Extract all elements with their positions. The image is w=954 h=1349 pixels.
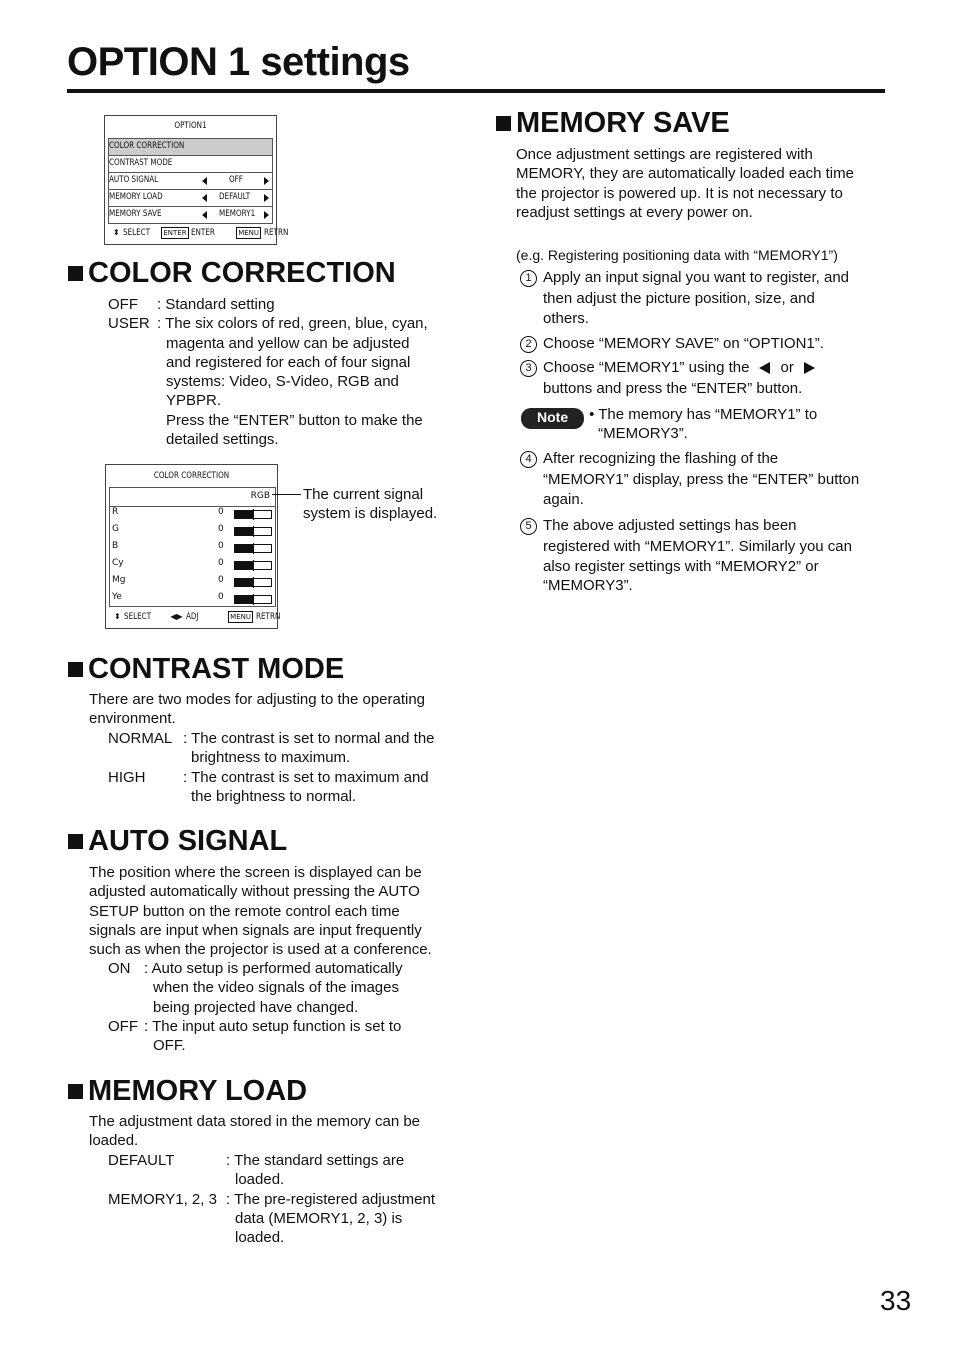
step-4 — [520, 449, 890, 509]
cc-row-label: Ye — [112, 592, 122, 602]
desc-line: systems: Video, S-Video, RGB and — [166, 373, 399, 391]
arrow-left-icon — [202, 194, 207, 202]
cc-level-bar — [234, 544, 272, 553]
callout-line — [272, 494, 301, 495]
heading-auto-signal — [68, 825, 287, 858]
cc-level-fill — [235, 511, 253, 518]
desc-line: : The pre-registered adjustment — [226, 1190, 435, 1208]
text-line: Once adjustment settings are registered with — [516, 146, 813, 163]
square-bullet-icon — [68, 266, 83, 281]
step-3 — [520, 358, 890, 399]
option-desc — [183, 768, 468, 807]
footer-adj: ADJ — [185, 612, 199, 622]
footer-enter: ENTER — [191, 228, 216, 238]
step-text — [543, 449, 890, 509]
arrow-right-icon — [264, 211, 269, 219]
menu-row-label: CONTRAST MODE — [109, 158, 173, 168]
menu-row-label: MEMORY SAVE — [109, 209, 162, 219]
title-rule — [67, 89, 885, 93]
desc-line: : Auto setup is performed automatically — [144, 960, 403, 977]
heading-text: CONTRAST MODE — [88, 653, 345, 685]
option-key: DEFAULT — [108, 1152, 175, 1169]
step-text — [543, 358, 890, 399]
text-line: signals are input when signals are input frequently — [89, 921, 422, 939]
auto-signal-intro — [89, 863, 432, 959]
desc-line: : The six colors of red, green, blue, cyan, — [157, 315, 428, 333]
text-line: adjusted automatically without pressing the AUTO — [89, 883, 420, 901]
cc-level-fill — [235, 545, 253, 552]
text-line: readjust settings at every power on. — [516, 203, 753, 221]
step-line: buttons and press the “ENTER” button. — [543, 380, 803, 398]
step-line: “MEMORY1” display, press the “ENTER” button — [543, 471, 860, 489]
menu-key-icon: MENU — [238, 229, 260, 237]
desc-line: : The contrast is set to maximum and — [183, 768, 429, 786]
cc-row-value: 0 — [218, 507, 224, 517]
cc-row-label: Mg — [112, 575, 126, 585]
step-number-icon: 5 — [520, 518, 537, 535]
footer-select: SELECT — [122, 228, 150, 238]
option-user — [108, 314, 458, 449]
desc-line: brightness to maximum. — [191, 749, 351, 767]
enter-key-icon: ENTER — [163, 229, 187, 237]
option1-menu-footer — [113, 227, 294, 239]
text-line: The position where the screen is displayed can be — [89, 864, 422, 881]
cc-row-value: 0 — [218, 575, 224, 585]
right-arrow-icon — [804, 362, 815, 374]
heading-text: AUTO SIGNAL — [88, 825, 288, 857]
step-or: or — [780, 359, 794, 376]
cc-level-center — [253, 594, 254, 605]
cc-level-fill — [235, 579, 253, 586]
cc-row-value: 0 — [218, 558, 224, 568]
menu-row-value: DEFAULT — [219, 192, 251, 202]
square-bullet-icon — [68, 834, 83, 849]
note-text — [589, 405, 817, 444]
menu-key-icon: MENU — [230, 613, 251, 621]
desc-line: data (MEMORY1, 2, 3) is — [235, 1209, 403, 1227]
option-key: HIGH — [108, 768, 146, 786]
desc-line: YPBPR. — [166, 392, 222, 410]
cc-row-value: 0 — [218, 592, 224, 602]
cc-level-center — [253, 577, 254, 588]
callout-text — [303, 485, 437, 524]
cc-row-label: R — [112, 507, 119, 517]
option-off — [108, 1017, 448, 1056]
option-off — [108, 295, 458, 314]
text-line: loaded. — [89, 1132, 139, 1150]
step-line: again. — [543, 490, 584, 508]
option-high — [108, 768, 468, 807]
cc-menu-caption: COLOR CORRECTION — [153, 471, 230, 481]
desc-line: detailed settings. — [166, 431, 279, 449]
heading-color-correction — [68, 257, 396, 290]
cc-row-value: 0 — [218, 541, 224, 551]
option-desc — [183, 729, 468, 768]
option-on — [108, 959, 448, 1017]
option-desc — [144, 959, 448, 1017]
desc-line: and registered for each of four signal — [166, 353, 411, 371]
menu-row-color-correction — [108, 138, 273, 156]
desc-line: : The input auto setup function is set to — [144, 1017, 402, 1035]
desc-line: the brightness to normal. — [191, 787, 357, 805]
menu-row-label: COLOR CORRECTION — [109, 141, 185, 151]
step-text — [543, 516, 890, 595]
menu-row-contrast-mode — [108, 155, 273, 173]
text-line: The adjustment data stored in the memory can be — [89, 1113, 421, 1130]
menu-row-value: OFF — [229, 175, 243, 185]
step-line: The above adjusted settings has been — [543, 517, 797, 534]
cc-level-bar — [234, 510, 272, 519]
heading-text: MEMORY SAVE — [516, 107, 730, 139]
option-desc — [226, 1151, 458, 1190]
step-2 — [520, 334, 890, 353]
heading-text: COLOR CORRECTION — [88, 257, 396, 289]
step-1 — [520, 268, 890, 328]
step-number-icon: 4 — [520, 451, 537, 468]
cc-level-bar — [234, 527, 272, 536]
step-text — [543, 268, 890, 328]
cc-level-center — [253, 509, 254, 520]
desc-line: OFF. — [153, 1037, 186, 1055]
auto-signal-options — [108, 959, 448, 1055]
arrow-left-icon — [202, 177, 207, 185]
desc-line: being projected have changed. — [153, 998, 359, 1016]
square-bullet-icon — [68, 1084, 83, 1099]
text-line: MEMORY, they are automatically loaded each time — [516, 165, 854, 183]
menu-row-label: MEMORY LOAD — [109, 192, 163, 202]
step-line: Apply an input signal you want to register, and — [543, 269, 850, 286]
text-line: the projector is powered up. It is not necessary to — [516, 184, 843, 202]
menu-row-label: AUTO SIGNAL — [109, 175, 159, 185]
desc-line: loaded. — [235, 1171, 285, 1189]
footer-return: RETRN — [255, 612, 281, 622]
desc-line: magenta and yellow can be adjusted — [166, 334, 410, 352]
step-number-icon: 3 — [520, 360, 537, 377]
text-line: SETUP button on the remote control each time — [89, 902, 400, 920]
square-bullet-icon — [496, 116, 511, 131]
left-arrow-icon — [759, 362, 770, 374]
text-line: There are two modes for adjusting to the operating — [89, 691, 426, 708]
step-text: Choose “MEMORY SAVE” on “OPTION1”. — [543, 335, 824, 352]
menu-row-memory-load — [108, 189, 273, 207]
callout-line-text: The current signal — [303, 486, 424, 503]
heading-memory-save — [496, 107, 730, 140]
desc-line: : The standard settings are — [226, 1152, 405, 1169]
desc-line: loaded. — [235, 1229, 285, 1247]
memory-save-intro — [516, 145, 854, 222]
note-badge: Note — [521, 408, 584, 429]
page-number: 33 — [880, 1285, 912, 1316]
option-desc — [226, 1190, 458, 1248]
option-desc — [157, 314, 458, 449]
step-line: others. — [543, 309, 589, 327]
arrow-right-icon — [264, 194, 269, 202]
step-number-icon: 1 — [520, 270, 537, 287]
leftright-icon: ◀▶ — [170, 612, 183, 621]
cc-level-fill — [235, 528, 253, 535]
step-line: After recognizing the flashing of the — [543, 450, 779, 467]
step-line: “MEMORY3”. — [543, 576, 633, 594]
memory-load-options — [108, 1151, 458, 1247]
cc-rows-box — [109, 505, 276, 607]
desc-line: when the video signals of the images — [153, 979, 399, 997]
menu-row-memory-save — [108, 206, 273, 224]
option-key: NORMAL — [108, 730, 173, 747]
note-line: “MEMORY3”. — [598, 425, 688, 443]
cc-menu-footer — [114, 611, 286, 623]
footer-return: RETRN — [263, 228, 289, 238]
square-bullet-icon — [68, 662, 83, 677]
cc-row-value: 0 — [218, 524, 224, 534]
cc-level-fill — [235, 562, 253, 569]
option1-menu — [104, 115, 289, 245]
note-line: • The memory has “MEMORY1” to — [589, 406, 818, 423]
footer-select: SELECT — [123, 612, 151, 622]
step-line: registered with “MEMORY1”. Similarly you can — [543, 538, 852, 556]
cc-level-bar — [234, 595, 272, 604]
option-key: MEMORY1, 2, 3 — [108, 1190, 217, 1208]
step-line: Choose “MEMORY1” using the — [543, 359, 750, 376]
cc-level-bar — [234, 561, 272, 570]
contrast-intro — [89, 690, 425, 729]
option-normal — [108, 729, 468, 768]
option-key: OFF — [108, 1017, 138, 1035]
heading-memory-load — [68, 1075, 307, 1108]
cc-level-fill — [235, 596, 253, 603]
contrast-options — [108, 729, 468, 806]
option-desc: : Standard setting — [157, 296, 275, 313]
heading-text: MEMORY LOAD — [88, 1075, 308, 1107]
page-title: OPTION 1 settings — [67, 40, 410, 84]
cc-signal-box — [109, 487, 276, 507]
step-line: also register settings with “MEMORY2” or — [543, 557, 819, 575]
option-key: USER — [108, 315, 150, 333]
step-number-icon: 2 — [520, 336, 537, 353]
option-default — [108, 1151, 458, 1190]
text-line: such as when the projector is used at a conference. — [89, 941, 432, 959]
updown-icon: ⬍ — [114, 612, 121, 621]
cc-level-center — [253, 543, 254, 554]
memory-save-example: (e.g. Registering positioning data with “MEMORY1”) — [516, 247, 838, 263]
step-5 — [520, 516, 890, 595]
option1-menu-caption: OPTION1 — [174, 121, 207, 131]
menu-row-auto-signal — [108, 172, 273, 190]
note-box — [521, 405, 891, 444]
heading-contrast-mode — [68, 653, 344, 686]
color-correction-options — [108, 295, 458, 449]
cc-signal: RGB — [250, 491, 270, 501]
desc-line: : The contrast is set to normal and the — [183, 730, 435, 747]
cc-row-label: B — [112, 541, 119, 551]
text-line: environment. — [89, 710, 176, 728]
option-desc — [144, 1017, 448, 1056]
cc-row-label: G — [112, 524, 119, 534]
cc-level-center — [253, 560, 254, 571]
arrow-left-icon — [202, 211, 207, 219]
step-line: then adjust the picture position, size, and — [543, 290, 815, 308]
option-key: OFF — [108, 296, 138, 313]
desc-line: Press the “ENTER” button to make the — [166, 411, 423, 429]
callout-line-text: system is displayed. — [303, 505, 438, 523]
color-correction-menu — [105, 464, 281, 629]
updown-icon: ⬍ — [113, 228, 120, 237]
cc-level-bar — [234, 578, 272, 587]
cc-row-label: Cy — [112, 558, 124, 568]
arrow-right-icon — [264, 177, 269, 185]
option-memory — [108, 1190, 458, 1248]
menu-row-value: MEMORY1 — [219, 209, 256, 219]
cc-level-center — [253, 526, 254, 537]
option-key: ON — [108, 960, 131, 977]
memory-load-intro — [89, 1112, 420, 1151]
